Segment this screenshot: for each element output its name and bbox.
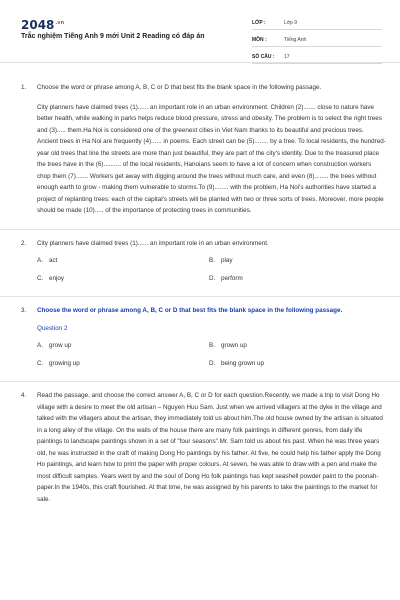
option-letter: C.	[37, 359, 44, 367]
answer-option-b[interactable]	[209, 255, 381, 267]
question-list	[0, 82, 400, 505]
meta-row-grade	[252, 16, 382, 30]
question-number: 4.	[21, 392, 27, 399]
option-text: act	[49, 257, 58, 264]
option-text: being grown up	[221, 359, 265, 367]
reading-passage	[37, 102, 386, 217]
option-text: grow up	[49, 342, 72, 349]
question-prompt: Choose the word or phrase among A, B, C or D that best fits the blank space in the following passage.	[37, 307, 343, 314]
option-text: enjoy	[49, 274, 65, 282]
answer-option-d[interactable]	[209, 358, 381, 370]
option-text: perform	[221, 274, 243, 282]
option-text: growing up	[49, 359, 80, 367]
question-number: 3.	[21, 307, 27, 314]
logo-text: 2048	[21, 18, 55, 32]
option-letter: A.	[37, 257, 43, 264]
meta-label: MÔN :	[252, 36, 267, 43]
option-letter: A.	[37, 342, 43, 349]
question-item	[0, 82, 400, 217]
answer-options	[37, 340, 386, 369]
answer-option-a[interactable]	[37, 255, 209, 267]
answer-options	[37, 255, 386, 284]
answer-option-c[interactable]	[37, 358, 209, 370]
question-prompt: Read the passage, and choose the correct answer A, B, C or D for each question.Recently, we made a trip to visit Dong Ho village with a desire to meet the old artisan – Nguyen Huu Sam. Just when we arrived villagers at the dyke in the village and talked with the villagers about the artisan, they immediately told us about him.The old house owned by the artisan is situated in a long alley of the village. On the walls of the house there are many folk paintings in different genres, from daily life paintings to landscape paintings shown in a set of "four seasons".Mr. Sam told us about his past. When he was three years old, he was instructed in the craft of making Dong Ho paintings by his father. At five, he could help his father apply the Dong Ho paintings, and learn how to print the paper with proper colours. At seven, he was able to draw with a pen and make the most difficult samples. Years went by and the soul of Dong Ho folk paintings has kept seashell powder paint to the poonah-paper.In the 1940s, this craft flourished. At that time, he was assigned by his parents to take the paintings to the market for sale.	[37, 392, 383, 503]
option-text: play	[221, 257, 233, 264]
meta-row-subject	[252, 33, 382, 47]
question-item	[0, 390, 400, 505]
page-header	[0, 0, 400, 63]
answer-option-b[interactable]	[209, 340, 381, 352]
meta-label: LỚP :	[252, 19, 266, 26]
divider	[0, 381, 400, 382]
logo-suffix: .vn	[55, 20, 65, 26]
meta-value: Lớp 9	[284, 19, 298, 26]
page-title: Trắc nghiệm Tiếng Anh 9 mới Unit 2 Reading có đáp án	[21, 33, 205, 40]
answer-option-c[interactable]	[37, 273, 209, 285]
question-prompt: City planners have claimed trees (1)...... an important role in an urban environment.	[37, 239, 269, 247]
answer-option-d[interactable]	[209, 273, 381, 285]
question-prompt: Choose the word or phrase among A, B, C or D that best fits the blank space in the following passage.	[37, 84, 322, 91]
option-letter: D.	[209, 359, 216, 367]
option-letter: C.	[37, 274, 44, 282]
question-number: 1.	[21, 84, 27, 91]
meta-value: Tiếng Anh	[284, 36, 307, 43]
answer-option-a[interactable]	[37, 340, 209, 352]
passage-text: City planners have claimed trees (1)...... an important role in an urban environment. Children (2)....... close to nature have better health, while walking in parks helps reduce blood pressure, stress and obesity. The problem is to select the right trees and (3)..... them.Ha Noi is considered one of the greenest cities in Viet Nam thanks to its beautiful and precious trees. Ancient trees in Ha Noi are frequently (4)...... in poems. Each street can be (5)........ by a tree. To local residents, the hundred-year old trees that line the streets are more than just beautiful, they are part of the city's identity. Due to the treasured place the trees have in the (6).......... of the local residents, Hanoians seem to have a lot of concern when construction workers chop them (7)....... Workers get away with digging around the trees without much care, and even (8)........ the trees without enough earth to grow - making them vulnerable to storms.To (9)........ with the problem, Ha Noi's authorities have started a project of replanting trees: each of the capital's streets will be planted with two or three sorts of trees. Moreover, more people should be made (10)..... of the importance of protecting trees in communities.	[37, 103, 386, 214]
question-item	[0, 238, 400, 285]
option-text: grown up	[221, 342, 247, 349]
meta-info	[252, 16, 382, 67]
option-letter: B.	[209, 342, 215, 349]
question-number: 2.	[21, 239, 27, 247]
meta-row-count	[252, 50, 382, 64]
divider	[0, 296, 400, 297]
question-item	[0, 305, 400, 369]
divider	[0, 229, 400, 230]
option-letter: D.	[209, 274, 216, 282]
meta-value: 17	[284, 53, 290, 60]
site-logo[interactable]	[21, 18, 64, 32]
option-letter: B.	[209, 257, 215, 264]
sub-question-label: Question 2	[37, 324, 68, 332]
meta-label: SỐ CÂU :	[252, 53, 275, 60]
